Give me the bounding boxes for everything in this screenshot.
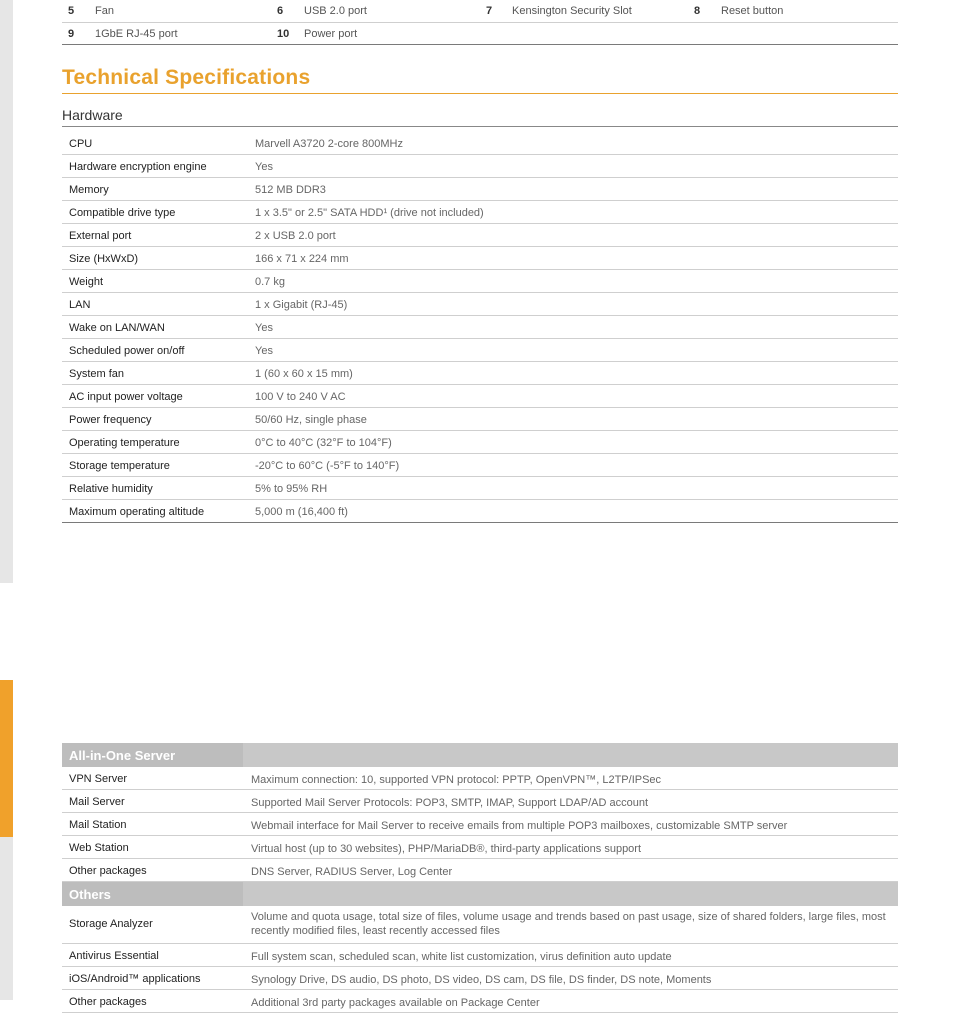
spec-value: 5,000 m (16,400 ft) <box>255 506 348 518</box>
spec-label: System fan <box>69 368 125 380</box>
spec-row-size <box>62 247 898 270</box>
spec-label: Other packages <box>69 996 147 1008</box>
spec-row-wol <box>62 316 898 339</box>
spec-label: LAN <box>69 299 91 311</box>
spec-label: Weight <box>69 276 104 288</box>
port-number: 8 <box>694 5 701 17</box>
port-label: Kensington Security Slot <box>512 5 632 17</box>
hardware-table <box>62 132 898 523</box>
group-header-right-fill <box>243 882 898 906</box>
spec-label: Antivirus Essential <box>69 950 159 962</box>
group-header-title: Others <box>69 887 111 902</box>
group-header-right-fill <box>243 743 898 767</box>
port-number: 7 <box>486 5 493 17</box>
spec-label: Hardware encryption engine <box>69 161 207 173</box>
port-label: Fan <box>95 5 114 17</box>
spec-label: Wake on LAN/WAN <box>69 322 165 334</box>
spec-label: Memory <box>69 184 109 196</box>
spec-value: 50/60 Hz, single phase <box>255 414 367 426</box>
spec-value: Yes <box>255 322 273 334</box>
port-label: Reset button <box>721 5 784 17</box>
spec-value: Marvell A3720 2-core 800MHz <box>255 138 403 150</box>
ports-row <box>62 0 898 23</box>
ports-table <box>62 0 898 45</box>
spec-value: Volume and quota usage, total size of files, volume usage and trends based on past usage, size of shared folders, large files, most recently modified files, least recently accessed files <box>251 911 886 937</box>
spec-row-drive-type <box>62 201 898 224</box>
group-header-title: All-in-One Server <box>69 748 176 763</box>
spec-row-mail-station <box>62 813 898 836</box>
spec-row-system-fan <box>62 362 898 385</box>
spec-value: Webmail interface for Mail Server to receive emails from multiple POP3 mailboxes, customizable SMTP server <box>251 820 788 832</box>
spec-label: Scheduled power on/off <box>69 345 185 357</box>
port-label: USB 2.0 port <box>304 5 367 17</box>
spec-label: Compatible drive type <box>69 207 176 219</box>
spec-value: -20°C to 60°C (-5°F to 140°F) <box>255 460 400 472</box>
spec-value: DNS Server, RADIUS Server, Log Center <box>251 866 453 878</box>
spec-value: 2 x USB 2.0 port <box>255 230 336 242</box>
spec-value: 166 x 71 x 224 mm <box>255 253 349 265</box>
group-header-all-in-one <box>62 743 898 767</box>
page-accent-bar <box>0 680 13 837</box>
spec-value: 0.7 kg <box>255 276 285 288</box>
ports-row <box>62 23 898 45</box>
spec-row-web-station <box>62 836 898 859</box>
spec-row-operating-temp <box>62 431 898 454</box>
spec-row-antivirus <box>62 944 898 967</box>
spec-row-altitude <box>62 500 898 523</box>
spec-label: Other packages <box>69 865 147 877</box>
spec-label: Size (HxWxD) <box>69 253 139 265</box>
spec-value: 1 (60 x 60 x 15 mm) <box>255 368 353 380</box>
port-number: 6 <box>277 5 284 17</box>
software-table <box>62 743 898 1013</box>
spec-label: CPU <box>69 138 93 150</box>
spec-row-storage-temp <box>62 454 898 477</box>
spec-row-other-packages-2 <box>62 990 898 1013</box>
spec-value: Synology Drive, DS audio, DS photo, DS video, DS cam, DS file, DS finder, DS note, Moments <box>251 974 712 986</box>
spec-row-weight <box>62 270 898 293</box>
spec-row-other-packages <box>62 859 898 882</box>
spec-value: Additional 3rd party packages available on Package Center <box>251 997 540 1009</box>
port-number: 10 <box>277 28 290 40</box>
spec-value: Full system scan, scheduled scan, white list customization, virus definition auto update <box>251 951 672 963</box>
spec-value: 1 x 3.5" or 2.5" SATA HDD¹ (drive not included) <box>255 207 484 219</box>
group-header-others <box>62 882 898 906</box>
port-label: 1GbE RJ-45 port <box>95 28 178 40</box>
spec-value: 100 V to 240 V AC <box>255 391 346 403</box>
port-label: Power port <box>304 28 358 40</box>
spec-label: Operating temperature <box>69 437 180 449</box>
spec-label: Storage temperature <box>69 460 170 472</box>
spec-label: Web Station <box>69 842 129 854</box>
spec-row-scheduled-power <box>62 339 898 362</box>
spec-row-encryption <box>62 155 898 178</box>
hardware-title: Hardware <box>62 107 898 127</box>
spec-row-ac-voltage <box>62 385 898 408</box>
spec-label: VPN Server <box>69 773 128 785</box>
spec-value: 512 MB DDR3 <box>255 184 326 196</box>
spec-value: Supported Mail Server Protocols: POP3, SMTP, IMAP, Support LDAP/AD account <box>251 797 648 809</box>
spec-label: Mail Station <box>69 819 127 831</box>
spec-row-mobile-apps <box>62 967 898 990</box>
spec-label: AC input power voltage <box>69 391 183 403</box>
spec-label: iOS/Android™ applications <box>69 973 201 985</box>
spec-row-humidity <box>62 477 898 500</box>
spec-value: 5% to 95% RH <box>255 483 328 495</box>
spec-label: Mail Server <box>69 796 125 808</box>
spec-value: 0°C to 40°C (32°F to 104°F) <box>255 437 392 449</box>
spec-value: Maximum connection: 10, supported VPN protocol: PPTP, OpenVPN™, L2TP/IPSec <box>251 774 662 786</box>
port-number: 5 <box>68 5 75 17</box>
spec-row-lan <box>62 293 898 316</box>
spec-value: Yes <box>255 345 273 357</box>
spec-row-mail-server <box>62 790 898 813</box>
spec-label: Storage Analyzer <box>69 918 153 930</box>
section-title: Technical Specifications <box>62 66 898 94</box>
spec-label: Maximum operating altitude <box>69 506 205 518</box>
spec-label: External port <box>69 230 132 242</box>
spec-label: Relative humidity <box>69 483 153 495</box>
spec-row-memory <box>62 178 898 201</box>
spec-row-power-frequency <box>62 408 898 431</box>
spec-row-cpu <box>62 132 898 155</box>
port-number: 9 <box>68 28 75 40</box>
spec-row-external-port <box>62 224 898 247</box>
spec-value: Yes <box>255 161 273 173</box>
spec-value: 1 x Gigabit (RJ-45) <box>255 299 348 311</box>
spec-value: Virtual host (up to 30 websites), PHP/MariaDB®, third-party applications support <box>251 843 642 855</box>
page-margin-bar-top <box>0 0 13 583</box>
spec-label: Power frequency <box>69 414 152 426</box>
spec-row-vpn-server <box>62 767 898 790</box>
spec-row-storage-analyzer <box>62 906 898 944</box>
